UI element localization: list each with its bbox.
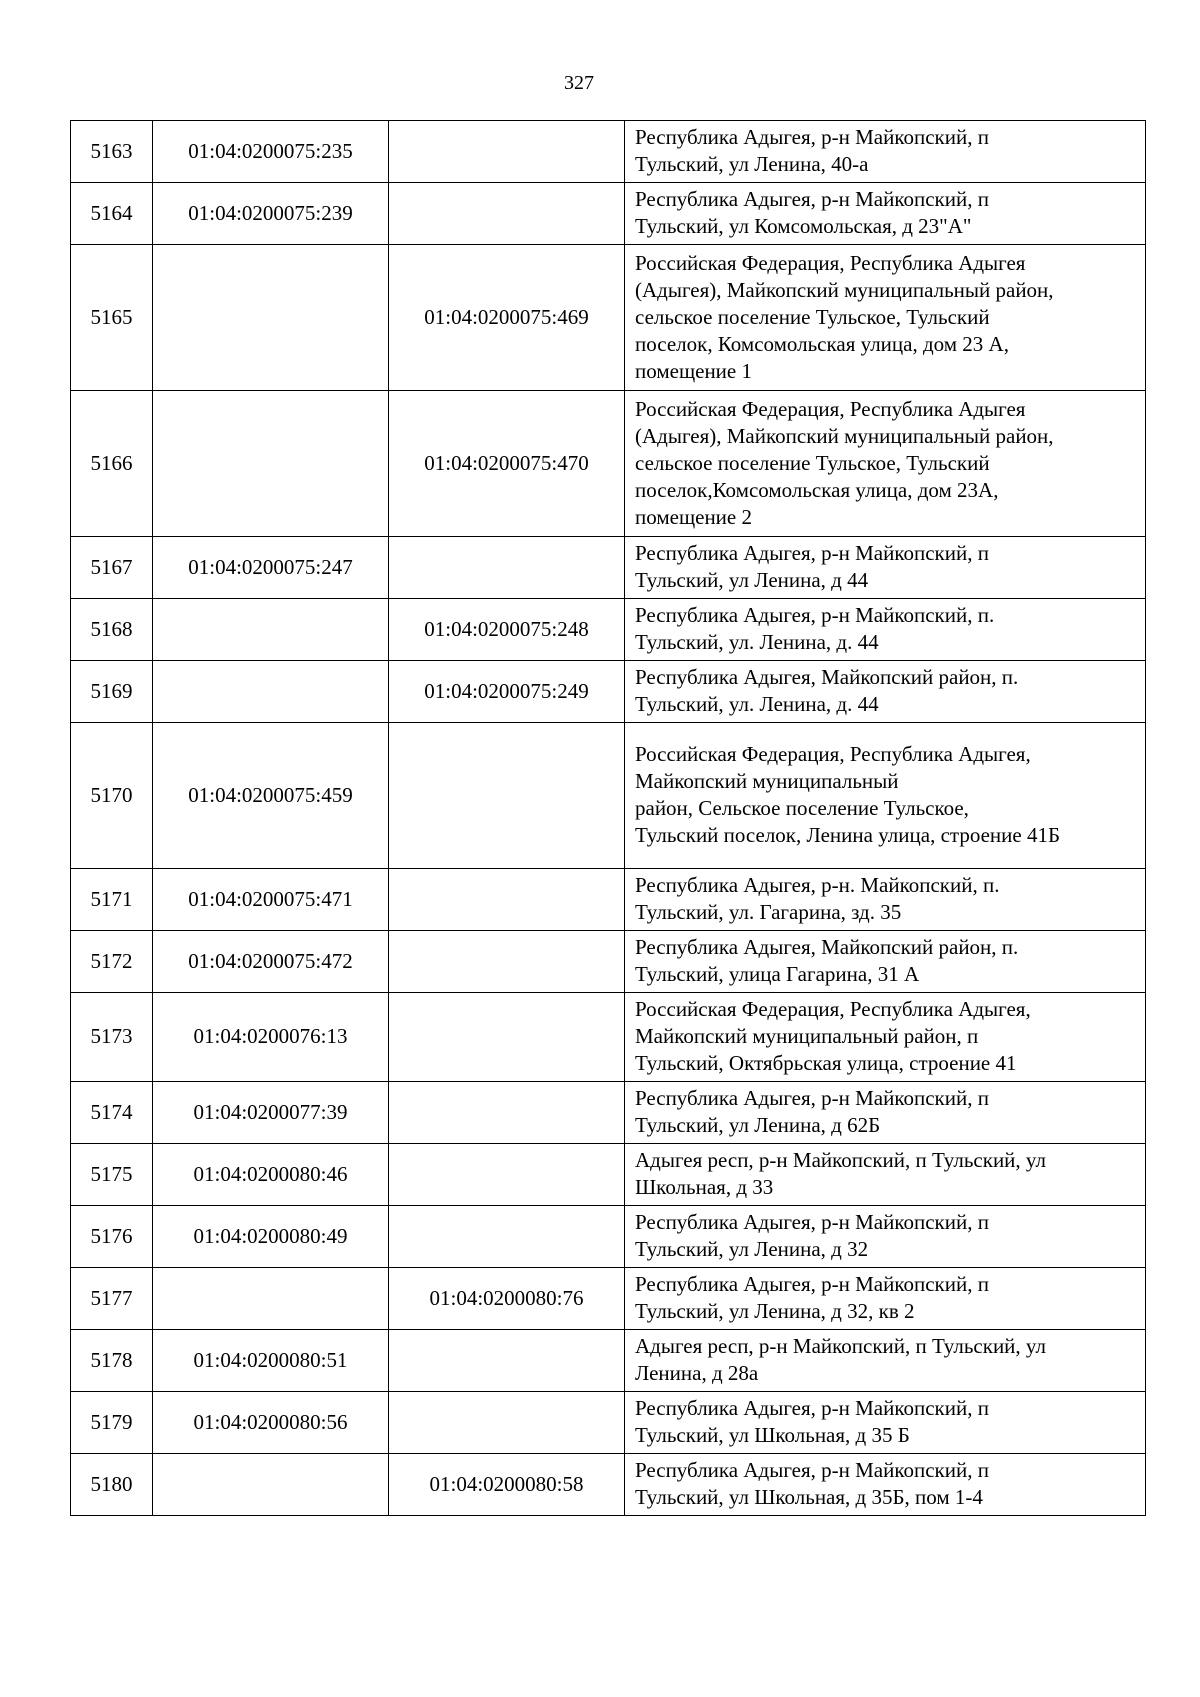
land-cadastral-number-cell: 01:04:0200075:471 [153,869,389,931]
address-cell [625,245,1146,391]
address-line: Тульский, ул. Ленина, д. 44 [635,630,879,654]
land-cadastral-number-cell: 01:04:0200075:472 [153,931,389,993]
table-row [71,537,1146,599]
table-row [71,599,1146,661]
building-cadastral-number-cell [389,537,625,599]
table-row [71,993,1146,1082]
address-line: Тульский, ул Ленина, д 32 [635,1237,869,1261]
land-cadastral-number-cell: 01:04:0200075:247 [153,537,389,599]
row-number-cell: 5167 [71,537,153,599]
building-cadastral-number-cell [389,931,625,993]
address-line: Республика Адыгея, р-н. Майкопский, п. [635,873,1000,897]
land-cadastral-number-cell [153,391,389,537]
building-cadastral-number-cell: 01:04:0200075:249 [389,661,625,723]
address-line: район, Сельское поселение Тульское, [635,796,969,820]
registry-table-body [71,121,1146,1516]
table-row [71,661,1146,723]
row-number-cell: 5171 [71,869,153,931]
row-number-cell: 5178 [71,1330,153,1392]
building-cadastral-number-cell [389,723,625,869]
address-line: Республика Адыгея, Майкопский район, п. [635,935,1019,959]
address-line: Тульский, ул Ленина, д 44 [635,568,869,592]
address-cell [625,931,1146,993]
address-line: Республика Адыгея, р-н Майкопский, п [635,187,989,211]
table-row [71,869,1146,931]
table-row [71,1144,1146,1206]
building-cadastral-number-cell [389,183,625,245]
row-number-cell: 5174 [71,1082,153,1144]
building-cadastral-number-cell [389,1144,625,1206]
address-line: Республика Адыгея, Майкопский район, п. [635,665,1019,689]
table-row [71,1268,1146,1330]
address-cell [625,1392,1146,1454]
registry-table [70,120,1146,1516]
address-cell [625,1082,1146,1144]
building-cadastral-number-cell [389,993,625,1082]
address-line: сельское поселение Тульское, Тульский [635,304,990,329]
land-cadastral-number-cell: 01:04:0200080:46 [153,1144,389,1206]
table-row [71,183,1146,245]
address-line: Ленина, д 28а [635,1361,759,1385]
row-number-cell: 5170 [71,723,153,869]
address-cell [625,1268,1146,1330]
address-cell [625,869,1146,931]
building-cadastral-number-cell [389,869,625,931]
page-number: 327 [564,72,594,94]
land-cadastral-number-cell: 01:04:0200075:459 [153,723,389,869]
address-line: Майкопский муниципальный район, п [635,1024,979,1048]
address-line: Российская Федерация, Республика Адыгея, [635,997,1031,1021]
row-number-cell: 5165 [71,245,153,391]
address-cell [625,1330,1146,1392]
building-cadastral-number-cell [389,1392,625,1454]
building-cadastral-number-cell [389,121,625,183]
address-line: Республика Адыгея, р-н Майкопский, п [635,1086,989,1110]
land-cadastral-number-cell [153,599,389,661]
row-number-cell: 5176 [71,1206,153,1268]
row-number-cell: 5175 [71,1144,153,1206]
table-row [71,931,1146,993]
land-cadastral-number-cell [153,1268,389,1330]
address-cell [625,121,1146,183]
address-line: Тульский, Октябрьская улица, строение 41 [635,1051,1017,1075]
table-row [71,1206,1146,1268]
land-cadastral-number-cell: 01:04:0200080:51 [153,1330,389,1392]
row-number-cell: 5172 [71,931,153,993]
land-cadastral-number-cell: 01:04:0200080:56 [153,1392,389,1454]
land-cadastral-number-cell: 01:04:0200075:239 [153,183,389,245]
row-number-cell: 5163 [71,121,153,183]
building-cadastral-number-cell [389,1082,625,1144]
building-cadastral-number-cell: 01:04:0200075:469 [389,245,625,391]
row-number-cell: 5179 [71,1392,153,1454]
land-cadastral-number-cell [153,661,389,723]
address-line: Российская Федерация, Республика Адыгея [635,396,1026,421]
address-line: Тульский, ул Школьная, д 35 Б [635,1423,910,1447]
table-row [71,121,1146,183]
address-cell [625,1206,1146,1268]
address-line: поселок, Комсомольская улица, дом 23 А, [635,331,1009,356]
building-cadastral-number-cell: 01:04:0200080:58 [389,1454,625,1516]
address-line: Республика Адыгея, р-н Майкопский, п [635,1272,989,1296]
table-row [71,1082,1146,1144]
address-cell [625,1454,1146,1516]
land-cadastral-number-cell: 01:04:0200077:39 [153,1082,389,1144]
land-cadastral-number-cell: 01:04:0200075:235 [153,121,389,183]
address-cell [625,661,1146,723]
building-cadastral-number-cell: 01:04:0200080:76 [389,1268,625,1330]
address-line: сельское поселение Тульское, Тульский [635,450,990,475]
row-number-cell: 5168 [71,599,153,661]
land-cadastral-number-cell [153,245,389,391]
address-line: Адыгея респ, р-н Майкопский, п Тульский, ул [635,1334,1046,1358]
address-line: Тульский, ул Школьная, д 35Б, пом 1-4 [635,1485,983,1509]
table-row [71,1392,1146,1454]
address-cell [625,537,1146,599]
address-line: (Адыгея), Майкопский муниципальный район, [635,277,1054,302]
address-line: Тульский, ул. Ленина, д. 44 [635,692,879,716]
address-line: Российская Федерация, Республика Адыгея [635,250,1026,275]
address-line: Тульский, улица Гагарина, 31 А [635,962,920,986]
address-line: Республика Адыгея, р-н Майкопский, п. [635,603,995,627]
building-cadastral-number-cell: 01:04:0200075:470 [389,391,625,537]
address-line: помещение 2 [635,504,752,529]
address-line: Адыгея респ, р-н Майкопский, п Тульский, ул [635,1148,1046,1172]
address-cell [625,723,1146,869]
address-line: Тульский, ул Ленина, 40-а [635,152,869,176]
row-number-cell: 5180 [71,1454,153,1516]
address-line: (Адыгея), Майкопский муниципальный район, [635,423,1054,448]
address-line: помещение 1 [635,358,752,383]
land-cadastral-number-cell: 01:04:0200076:13 [153,993,389,1082]
address-line: Тульский, ул Комсомольская, д 23"А" [635,214,972,238]
row-number-cell: 5164 [71,183,153,245]
address-cell [625,1144,1146,1206]
address-line: Российская Федерация, Республика Адыгея, [635,742,1031,766]
address-cell [625,993,1146,1082]
row-number-cell: 5166 [71,391,153,537]
land-cadastral-number-cell: 01:04:0200080:49 [153,1206,389,1268]
table-row [71,1454,1146,1516]
address-cell [625,599,1146,661]
table-row [71,1330,1146,1392]
address-cell [625,391,1146,537]
address-line: Республика Адыгея, р-н Майкопский, п [635,1458,989,1482]
address-line: Тульский, ул Ленина, д 62Б [635,1113,881,1137]
land-cadastral-number-cell [153,1454,389,1516]
row-number-cell: 5169 [71,661,153,723]
row-number-cell: 5177 [71,1268,153,1330]
address-line: Республика Адыгея, р-н Майкопский, п [635,125,989,149]
address-line: Республика Адыгея, р-н Майкопский, п [635,541,989,565]
table-row [71,245,1146,391]
address-line: Республика Адыгея, р-н Майкопский, п [635,1210,989,1234]
building-cadastral-number-cell: 01:04:0200075:248 [389,599,625,661]
address-line: Майкопский муниципальный [635,769,899,793]
building-cadastral-number-cell [389,1206,625,1268]
address-line: поселок,Комсомольская улица, дом 23А, [635,477,999,502]
address-line: Школьная, д 33 [635,1175,774,1199]
address-line: Тульский, ул Ленина, д 32, кв 2 [635,1299,915,1323]
table-row [71,723,1146,869]
row-number-cell: 5173 [71,993,153,1082]
address-line: Тульский поселок, Ленина улица, строение 41Б [635,823,1061,847]
address-line: Тульский, ул. Гагарина, зд. 35 [635,900,902,924]
address-cell [625,183,1146,245]
address-line: Республика Адыгея, р-н Майкопский, п [635,1396,989,1420]
building-cadastral-number-cell [389,1330,625,1392]
table-row [71,391,1146,537]
